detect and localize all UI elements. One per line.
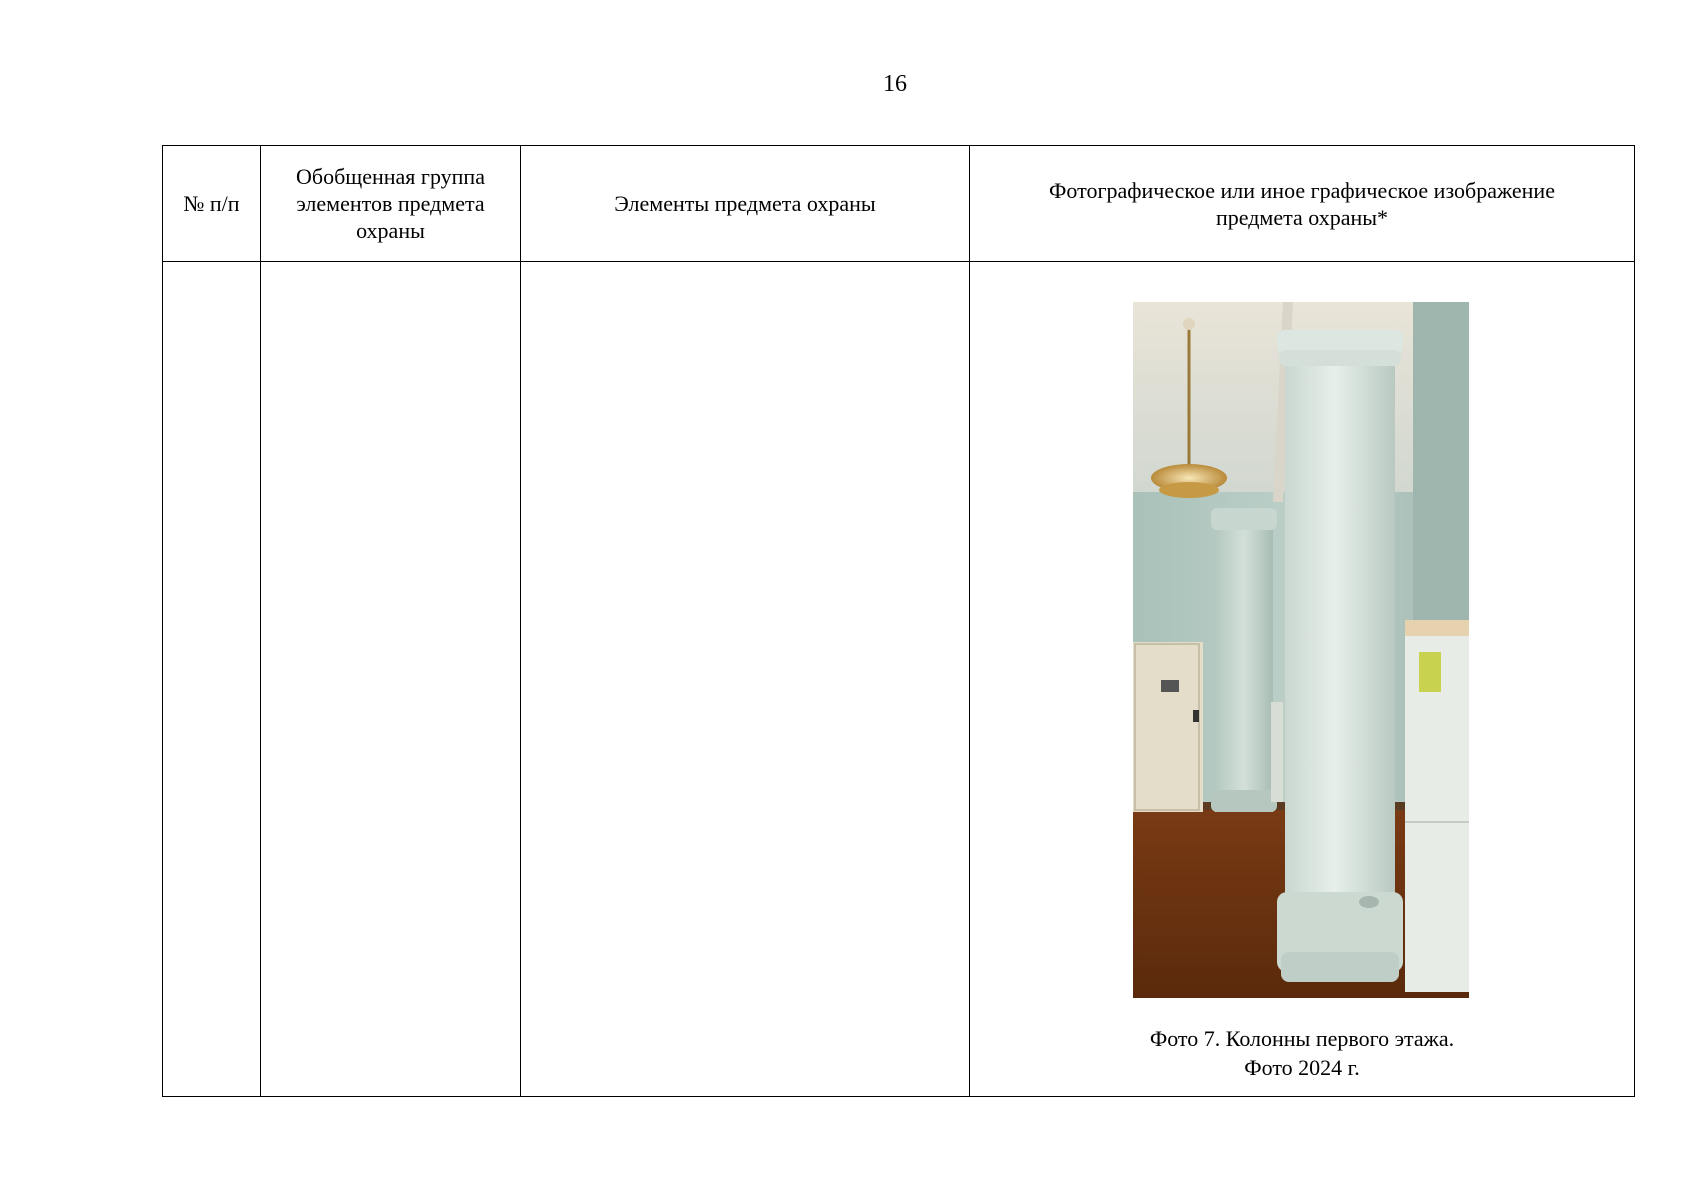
photo-caption-line1: Фото 7. Колонны первого этажа. bbox=[1149, 1026, 1455, 1051]
page-number: 16 bbox=[883, 71, 907, 97]
header-number: № п/п bbox=[163, 146, 261, 262]
photo-caption-line2: Фото 2024 г. bbox=[1244, 1055, 1360, 1080]
cell-image bbox=[970, 262, 1635, 1097]
cell-elements bbox=[521, 262, 970, 1097]
table-row bbox=[163, 262, 1635, 1097]
header-group: Обобщенная группа элементов предмета охраны bbox=[261, 146, 521, 262]
cell-number bbox=[163, 262, 261, 1097]
header-image: Фотографическое или иное графическое изображение предмета охраны* bbox=[970, 146, 1635, 262]
table-header-row bbox=[163, 146, 1635, 262]
cell-group bbox=[261, 262, 521, 1097]
columns-photo bbox=[1133, 302, 1469, 998]
protection-subject-table bbox=[162, 145, 1635, 1097]
photo-caption bbox=[970, 1024, 1634, 1082]
header-elements: Элементы предмета охраны bbox=[521, 146, 970, 262]
